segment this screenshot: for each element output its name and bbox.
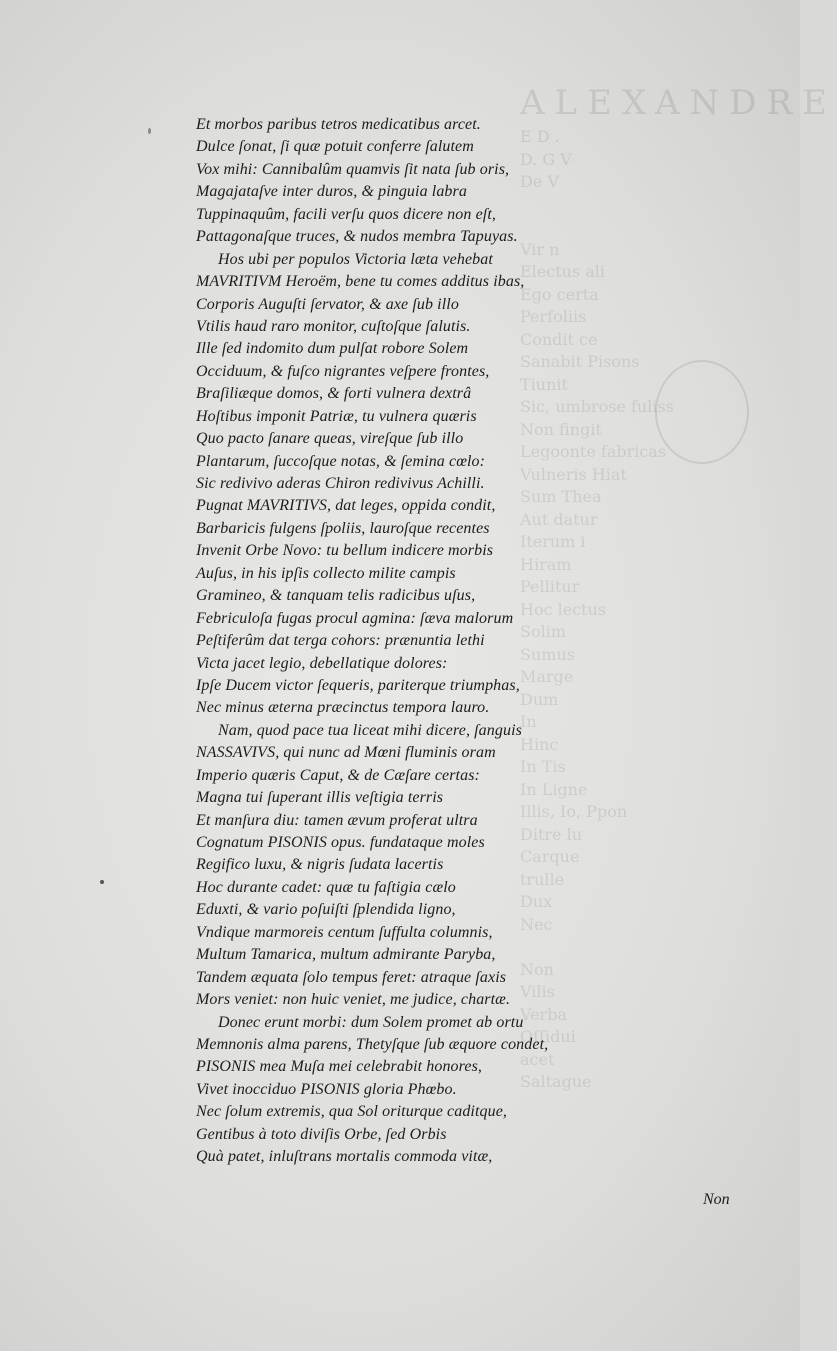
bleed-line: In: [520, 712, 537, 731]
bleed-line: De V: [520, 172, 559, 191]
bleed-line: Oſſidui: [520, 1027, 576, 1046]
verse-line: Vtilis haud raro monitor, cuſtoſque ſalutis.: [196, 317, 471, 335]
bleed-line: Electus ali: [520, 262, 606, 281]
verse-line: Gramineo, & tanquam telis radicibus uſus,: [196, 587, 476, 605]
verse-line: Febriculoſa fugas procul agmina: ſæva malorum: [196, 609, 514, 627]
verse-line: Hoc durante cadet: quæ tu faſtigia cælo: [196, 878, 456, 896]
verse-line: Imperio quæris Caput, & de Cæſare certas:: [196, 766, 480, 784]
verse-line: Nam, quod pace tua liceat mihi dicere, ſanguis: [218, 721, 522, 739]
verse-line: Donec erunt morbi: dum Solem promet ab ortu: [218, 1013, 524, 1031]
poem-text-block: [196, 114, 616, 1169]
bleed-line: Ego certa: [520, 284, 599, 304]
catchword: Non: [703, 1191, 730, 1208]
bleed-heading: ALEXANDRE: [520, 83, 837, 123]
verse-line: Ipſe Ducem victor ſequeris, pariterque triumphas,: [196, 676, 520, 694]
verse-line: Multum Tamarica, multum admirante Paryba,: [196, 946, 496, 964]
verse-line: Peſtiferûm dat terga cohors: prænuntia lethi: [196, 632, 485, 650]
bleed-line: Sanabit Pisons: [520, 352, 640, 371]
verse-line: Eduxti, & vario poſuiſti ſplendida ligno,: [196, 901, 456, 919]
bleed-line: Legoonte fabricas: [520, 442, 667, 461]
verse-line: Quà patet, inluſtrans mortalis commoda vitæ,: [196, 1148, 493, 1166]
bleed-line: Carque: [520, 847, 580, 866]
bleed-line: Ditre lu: [520, 824, 582, 844]
verse-line: Corporis Auguſti ſervator, & axe ſub illo: [196, 295, 459, 313]
bleed-line: Dux: [520, 892, 553, 911]
bleed-line: In Tis: [520, 757, 566, 776]
bleed-line: Nec: [520, 914, 553, 934]
verse-line: Nec ſolum extremis, qua Sol oriturque caditque,: [196, 1103, 508, 1121]
bleed-line: Verba: [520, 1004, 567, 1024]
bleed-line: Sum Thea: [520, 487, 602, 506]
verse-line: Pugnat MAVRITIVS, dat leges, oppida condit,: [196, 497, 496, 515]
verse-line: MAVRITIVM Heroëm, bene tu comes additus ibas,: [196, 273, 525, 291]
verse-line: Tandem æquata ſolo tempus feret: atraque ſaxis: [196, 968, 507, 986]
verse-line: Occiduum, & fuſco nigrantes veſpere frontes,: [196, 362, 490, 380]
verse-line: Tuppinaquûm, facili verſu quos dicere non eſt,: [196, 205, 496, 223]
bleed-line: Vir n: [520, 239, 560, 259]
verse-line: Et manſura diu: tamen ævum proferat ultra: [196, 811, 478, 829]
verse-line: Magna tui ſuperant illis veſtigia terris: [196, 789, 444, 807]
bleed-line: E D .: [520, 127, 560, 146]
bleed-line: Vilis: [520, 982, 555, 1001]
verse-line: Pattagonaſque truces, & nudos membra Tapuyas.: [196, 228, 518, 246]
verse-line: Vivet inocciduo PISONIS gloria Phœbo.: [196, 1080, 457, 1098]
bleed-line: In Ligne: [520, 779, 588, 799]
verse-line: Victa jacet legio, debellatique dolores:: [196, 654, 448, 672]
bleed-line: Illis, Io, Ppon: [520, 802, 628, 821]
bleed-line: Aut datur: [520, 509, 598, 529]
bleed-line: Non: [520, 959, 554, 979]
bleed-line: Sumus: [520, 644, 575, 664]
bleed-line: Tiunit: [520, 374, 568, 394]
bleed-line: Hoc lectus: [520, 599, 607, 619]
bleed-line: Hiram: [520, 554, 572, 574]
verse-line: Barbaricis fulgens ſpoliis, lauroſque recentes: [196, 519, 490, 537]
verse-line: Magajataſve inter duros, & pinguia labra: [196, 183, 467, 201]
verse-line: Vndique marmoreis centum ſuffulta columnis,: [196, 923, 493, 941]
verse-line: Vox mihi: Cannibalûm quamvis ſit nata ſub oris,: [196, 160, 510, 178]
bleed-line: Marge: [520, 667, 574, 686]
verse-line: NASSAVIVS, qui nunc ad Mœni fluminis oram: [196, 744, 496, 762]
verse-line: Auſus, in his ipſis collecto milite campis: [196, 564, 456, 582]
bleed-line: Sic, umbrose fuliss: [520, 397, 674, 416]
bleed-line: Iterum i: [520, 532, 586, 551]
verse-line: Invenit Orbe Novo: tu bellum indicere morbis: [196, 542, 494, 560]
verse-line: Et morbos paribus tetros medicatibus arcet.: [196, 116, 481, 133]
bleed-line: Non fingit: [520, 419, 602, 439]
paper-speck: [100, 880, 104, 884]
bleed-ornament: [655, 360, 749, 464]
paper-speck: [148, 128, 151, 134]
verse-line: PISONIS mea Muſa mei celebrabit honores,: [196, 1058, 483, 1076]
verse-line: Braſiliæque domos, & forti vulnera dextrâ: [196, 385, 472, 403]
verse-line: Nec minus æterna præcinctus tempora lauro.: [196, 699, 490, 717]
verse-line: Ille ſed indomito dum pulſat robore Solem: [196, 340, 469, 358]
bleed-line: Dum: [520, 689, 559, 709]
bleed-line: Saltague: [520, 1072, 592, 1091]
bleed-line: Solim: [520, 622, 566, 641]
verse-line: Memnonis alma parens, Thetyſque ſub æquore condet,: [196, 1035, 549, 1053]
verse-line: Hoſtibus imponit Patriæ, tu vulnera quæris: [196, 407, 477, 425]
verse-line: Mors veniet: non huic veniet, me judice, chartæ.: [196, 991, 511, 1009]
verse-line: Dulce ſonat, ſi quæ potuit conferre ſalutem: [196, 138, 474, 156]
verse-line: Cognatum PISONIS opus. fundataque moles: [196, 834, 485, 851]
verse-line: Quo pacto ſanare queas, vireſque ſub illo: [196, 430, 464, 448]
bleed-line: acet: [520, 1049, 555, 1069]
bleed-line: trulle: [520, 869, 565, 889]
bleed-line: Condit ce: [520, 329, 598, 349]
verse-line: Plantarum, ſuccoſque notas, & ſemina cœlo:: [196, 452, 486, 470]
bleed-line: D. G V: [520, 149, 572, 169]
bleed-line: Hinc: [520, 734, 559, 754]
verse-line: Regifico luxu, & nigris ſudata lacertis: [196, 856, 444, 874]
verse-line: Hos ubi per populos Victoria læta vehebat: [218, 250, 493, 268]
verse-line: Sic redivivo aderas Chiron redivivus Achilli.: [196, 475, 485, 492]
bleed-line: Vulneris Hiat: [520, 464, 627, 484]
verse-line: Gentibus à toto diviſis Orbe, ſed Orbis: [196, 1125, 447, 1143]
bleed-line: Pellitur: [520, 577, 580, 596]
bleed-line: Perfoliis: [520, 307, 587, 326]
